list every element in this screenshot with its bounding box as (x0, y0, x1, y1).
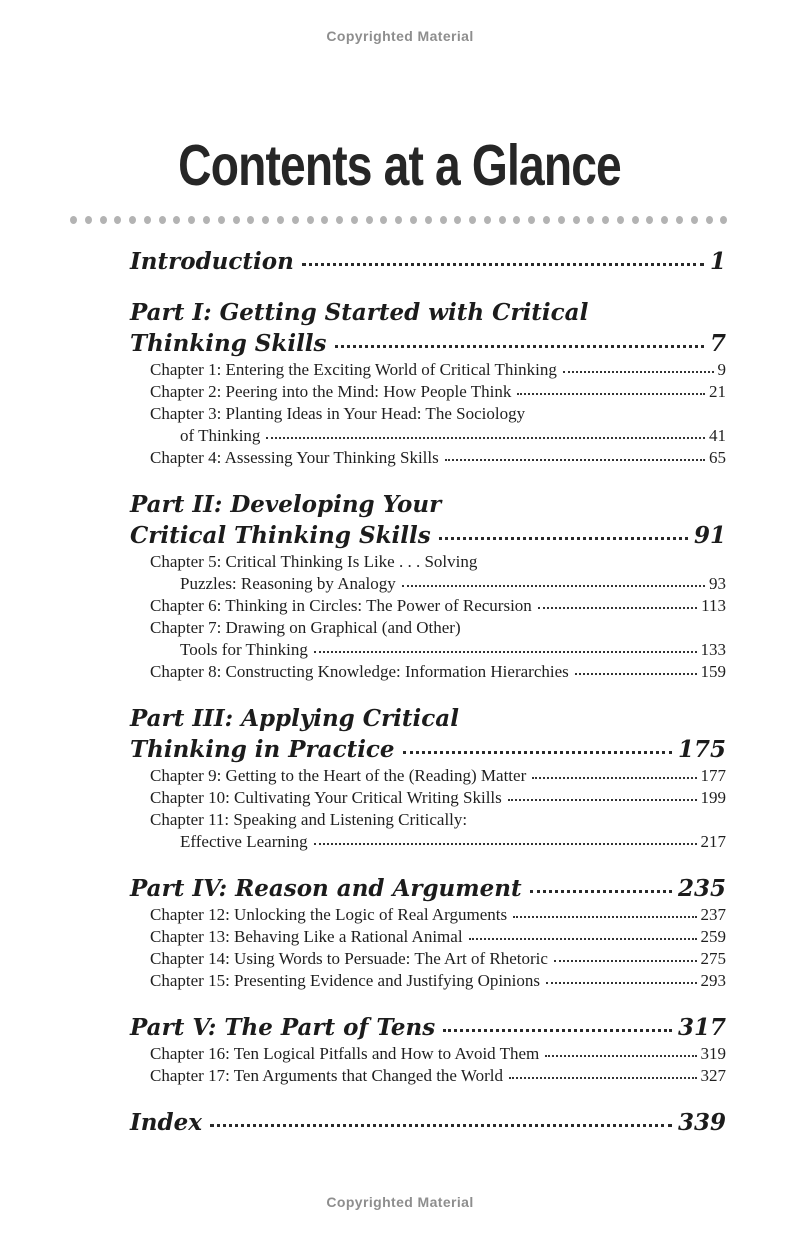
divider-dot (676, 216, 683, 224)
divider-dot (573, 216, 580, 224)
toc-chapter-row (130, 595, 726, 617)
toc-chapter-row (130, 765, 726, 787)
copyright-notice-bottom: Copyrighted Material (326, 1194, 474, 1210)
toc-section (130, 1107, 726, 1138)
divider-dot (720, 216, 727, 224)
divider-dot (587, 216, 594, 224)
page-number: 235 (677, 875, 726, 902)
divider-dot (440, 216, 447, 224)
dot-leader (335, 345, 704, 348)
divider-dot (410, 216, 417, 224)
entry-text: Chapter 14: Using Words to Persuade: The Art of Rhetoric (150, 949, 548, 968)
divider-dot (70, 216, 77, 224)
dot-leader (314, 843, 697, 845)
divider-dot (469, 216, 476, 224)
dot-leader (210, 1124, 672, 1127)
page-number: 259 (700, 927, 726, 946)
toc-part-heading-row (130, 1107, 726, 1138)
divider-dot (262, 216, 269, 224)
toc-chapter-row (130, 661, 726, 683)
entry-text: Chapter 7: Drawing on Graphical (and Other) (150, 618, 461, 637)
dot-leader (546, 982, 697, 984)
page-number: 275 (700, 949, 726, 968)
entry-text: Chapter 10: Cultivating Your Critical Writing Skills (150, 788, 502, 807)
dot-leader (575, 673, 697, 675)
divider-dot (351, 216, 358, 224)
dot-leader (302, 263, 704, 266)
dot-leader (469, 938, 697, 940)
dot-leader (439, 537, 688, 540)
toc-chapter-row (130, 425, 726, 447)
entry-text: Part I: Getting Started with Critical (130, 299, 589, 326)
dot-leader (402, 585, 705, 587)
page-number: 199 (700, 788, 726, 807)
divider-dot (602, 216, 609, 224)
entry-text: Part III: Applying Critical (130, 705, 459, 732)
toc-section (130, 1012, 726, 1087)
divider-dot (188, 216, 195, 224)
divider-dot (454, 216, 461, 224)
page-number: 159 (700, 662, 726, 681)
entry-text: Chapter 1: Entering the Exciting World of Critical Thinking (150, 360, 557, 379)
toc-section (130, 489, 726, 683)
entry-text: Thinking in Practice (130, 736, 395, 763)
page-title (0, 133, 800, 197)
divider-dot (395, 216, 402, 224)
entry-text: Chapter 8: Constructing Knowledge: Information Hierarchies (150, 662, 569, 681)
toc-chapter-row (130, 809, 726, 831)
page-number: 21 (709, 382, 726, 401)
dot-leader (443, 1029, 672, 1032)
divider-dot (366, 216, 373, 224)
toc-part-heading-row (130, 489, 726, 520)
table-of-contents (130, 246, 726, 1138)
dot-leader (513, 916, 696, 918)
divider-dot (484, 216, 491, 224)
toc-section (130, 246, 726, 277)
page-number: 93 (709, 574, 726, 593)
page-number: 177 (700, 766, 726, 785)
divider-dot (100, 216, 107, 224)
toc-part-heading-row (130, 297, 726, 328)
toc-part-heading-row (130, 520, 726, 551)
entry-text: Chapter 12: Unlocking the Logic of Real Arguments (150, 905, 508, 924)
entry-text: Chapter 15: Presenting Evidence and Justifying Opinions (150, 971, 540, 990)
page-number: 319 (700, 1044, 726, 1063)
page-number: 339 (677, 1109, 726, 1136)
toc-chapter-row (130, 1043, 726, 1065)
entry-text: Chapter 17: Ten Arguments that Changed the World (150, 1066, 503, 1085)
divider-dot (159, 216, 166, 224)
toc-chapter-row (130, 573, 726, 595)
entry-text: Part IV: Reason and Argument (130, 875, 522, 902)
page-number: 113 (701, 596, 726, 615)
divider-dot (292, 216, 299, 224)
toc-part-heading-row (130, 1012, 726, 1043)
entry-text: Chapter 3: Planting Ideas in Your Head: The Sociology (150, 404, 526, 423)
toc-chapter-row (130, 381, 726, 403)
divider-dot (425, 216, 432, 224)
toc-chapter-row (130, 617, 726, 639)
toc-section (130, 297, 726, 469)
divider-dot (233, 216, 240, 224)
toc-chapter-row (130, 926, 726, 948)
toc-part-heading-row (130, 246, 726, 277)
page-number: 237 (700, 905, 726, 924)
page-number: 217 (700, 832, 726, 851)
divider-dot (129, 216, 136, 224)
toc-chapter-row (130, 970, 726, 992)
toc-chapter-row (130, 639, 726, 661)
page-number: 293 (700, 971, 726, 990)
divider-dot (661, 216, 668, 224)
divider-dot (380, 216, 387, 224)
toc-part-heading-row (130, 734, 726, 765)
page-number: 317 (677, 1014, 726, 1041)
divider-dot (691, 216, 698, 224)
divider-dot (218, 216, 225, 224)
page-number: 133 (700, 640, 726, 659)
dot-leader (314, 651, 697, 653)
dotted-divider (70, 216, 728, 224)
dot-leader (538, 607, 697, 609)
dot-leader (403, 751, 672, 754)
entry-text: Chapter 5: Critical Thinking Is Like . . . Solving (150, 552, 478, 571)
page-number: 7 (709, 330, 726, 357)
dot-leader (563, 371, 714, 373)
divider-dot (336, 216, 343, 224)
divider-dot (558, 216, 565, 224)
divider-dot (632, 216, 639, 224)
entry-text: Introduction (130, 248, 294, 275)
entry-text: Chapter 6: Thinking in Circles: The Power of Recursion (150, 596, 532, 615)
page-number: 327 (700, 1066, 726, 1085)
entry-text: Critical Thinking Skills (130, 522, 431, 549)
divider-dot (307, 216, 314, 224)
dot-leader (532, 777, 696, 779)
toc-chapter-row (130, 403, 726, 425)
toc-chapter-row (130, 787, 726, 809)
page-number: 9 (717, 360, 726, 379)
toc-chapter-row (130, 831, 726, 853)
toc-chapter-row (130, 1065, 726, 1087)
divider-dot (528, 216, 535, 224)
entry-text: Part V: The Part of Tens (130, 1014, 436, 1041)
toc-section (130, 703, 726, 853)
divider-dot (617, 216, 624, 224)
divider-dot (203, 216, 210, 224)
toc-chapter-row (130, 447, 726, 469)
entry-text: Thinking Skills (130, 330, 327, 357)
entry-text: Chapter 4: Assessing Your Thinking Skills (150, 448, 439, 467)
dot-leader (545, 1055, 696, 1057)
entry-text: Index (130, 1109, 202, 1136)
page-number: 1 (709, 248, 726, 275)
divider-dot (513, 216, 520, 224)
divider-dot (247, 216, 254, 224)
entry-text: Chapter 11: Speaking and Listening Critically: (150, 810, 468, 829)
dot-leader (530, 890, 672, 893)
page-number: 41 (709, 426, 726, 445)
dot-leader (554, 960, 697, 962)
entry-text: of Thinking (180, 426, 261, 445)
toc-chapter-row (130, 551, 726, 573)
toc-chapter-row (130, 948, 726, 970)
dot-leader (517, 393, 705, 395)
page-number: 91 (693, 522, 726, 549)
entry-text: Puzzles: Reasoning by Analogy (180, 574, 396, 593)
toc-section (130, 873, 726, 992)
divider-dot (114, 216, 121, 224)
entry-text: Chapter 2: Peering into the Mind: How People Think (150, 382, 512, 401)
dot-leader (266, 437, 705, 439)
toc-chapter-row (130, 359, 726, 381)
entry-text: Chapter 9: Getting to the Heart of the (Reading) Matter (150, 766, 527, 785)
dot-leader (445, 459, 705, 461)
divider-dot (85, 216, 92, 224)
page-number: 65 (709, 448, 726, 467)
toc-chapter-row (130, 904, 726, 926)
toc-part-heading-row (130, 328, 726, 359)
entry-text: Part II: Developing Your (130, 491, 442, 518)
copyright-notice-top: Copyrighted Material (326, 28, 474, 44)
entry-text: Chapter 13: Behaving Like a Rational Animal (150, 927, 463, 946)
entry-text: Effective Learning (180, 832, 308, 851)
divider-dot (646, 216, 653, 224)
entry-text: Tools for Thinking (180, 640, 308, 659)
divider-dot (277, 216, 284, 224)
divider-dot (499, 216, 506, 224)
divider-dot (706, 216, 713, 224)
toc-part-heading-row (130, 873, 726, 904)
dot-leader (509, 1077, 697, 1079)
page-number: 175 (677, 736, 726, 763)
toc-part-heading-row (130, 703, 726, 734)
dot-leader (508, 799, 697, 801)
entry-text: Chapter 16: Ten Logical Pitfalls and How to Avoid Them (150, 1044, 540, 1063)
divider-dot (321, 216, 328, 224)
divider-dot (173, 216, 180, 224)
divider-dot (144, 216, 151, 224)
divider-dot (543, 216, 550, 224)
page-title-text: Contents at a Glance (178, 132, 622, 198)
